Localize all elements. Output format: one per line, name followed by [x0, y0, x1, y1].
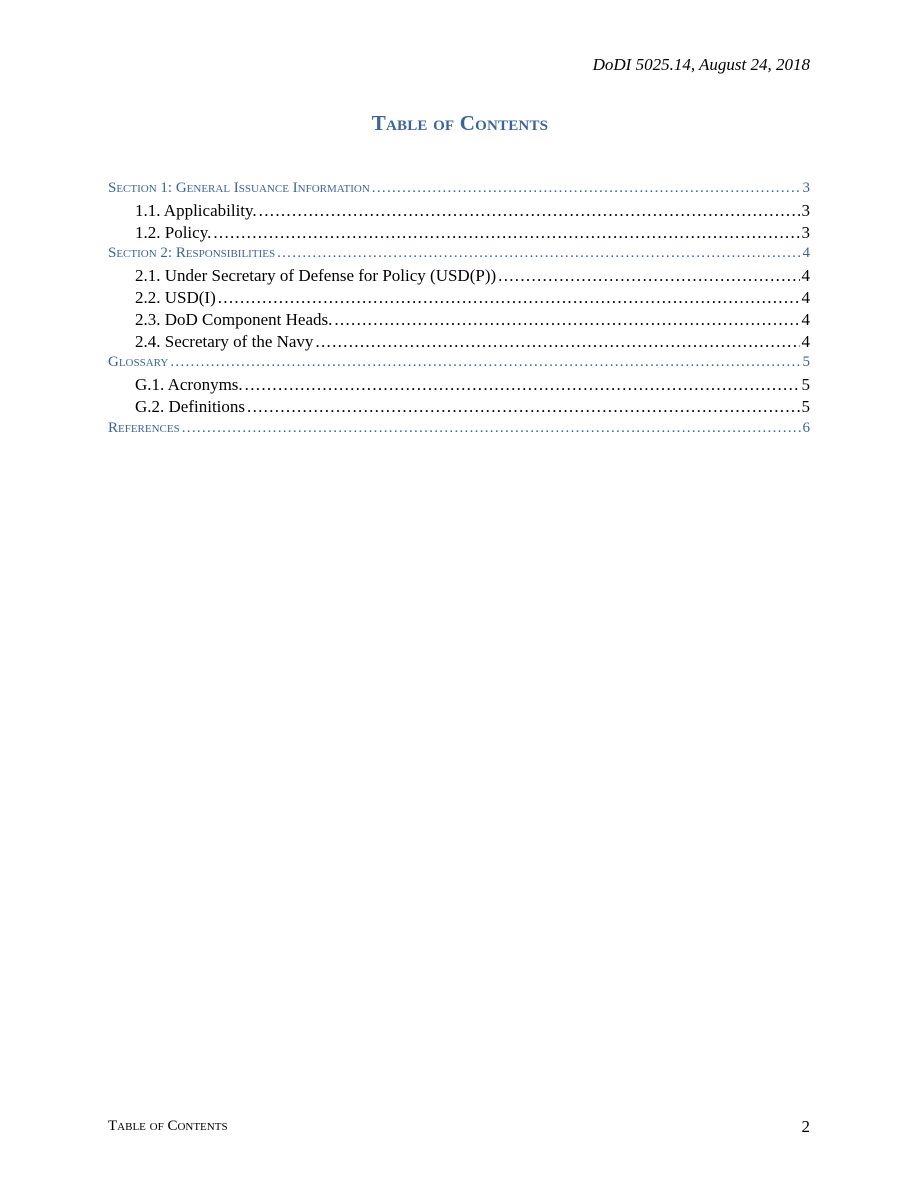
toc-dot-leader [218, 287, 800, 309]
toc-dot-leader [170, 352, 800, 374]
toc-entry-page-number: 5 [801, 375, 810, 395]
toc-entry-page-number: 4 [801, 309, 810, 329]
toc-entry-label: 1.2. Policy. [135, 222, 212, 242]
footer-page-number: 2 [801, 1117, 810, 1136]
toc-dot-leader [245, 374, 800, 396]
toc-entry-label: 1.1. Applicability. [135, 200, 257, 220]
toc-entry-page-number: 4 [802, 245, 810, 262]
toc-entry-page-number: 4 [801, 266, 810, 286]
toc-entry-label: 2.3. DoD Component Heads. [135, 309, 333, 329]
toc-entry-label: 2.2. USD(I) [135, 287, 216, 307]
toc-subsection-link[interactable] [108, 222, 810, 244]
toc-dot-leader [182, 418, 801, 440]
toc-entry-page-number: 3 [802, 180, 810, 196]
toc-dot-leader [213, 222, 799, 244]
toc-subsection-link[interactable] [108, 200, 810, 222]
toc-dot-leader [334, 309, 799, 331]
page-title: Table of Contents [371, 111, 549, 135]
toc-section-link[interactable] [108, 352, 810, 374]
toc-section-link[interactable] [108, 418, 810, 440]
toc-entry-page-number: 4 [801, 331, 810, 351]
toc-entry-page-number: 3 [801, 200, 810, 220]
toc-dot-leader [247, 396, 799, 418]
toc-subsection-link[interactable] [108, 331, 810, 353]
toc-entry-label: Glossary [108, 354, 169, 371]
toc-section-link[interactable] [108, 243, 810, 265]
toc-entry-label: G.2. Definitions [135, 396, 246, 416]
toc-entry-label: 2.4. Secretary of the Navy [135, 331, 314, 351]
toc-dot-leader [372, 178, 801, 200]
toc-subsection-link[interactable] [108, 265, 810, 287]
toc-entry-page-number: 3 [801, 222, 810, 242]
toc-subsection-link[interactable] [108, 287, 810, 309]
toc-subsection-link[interactable] [108, 374, 810, 396]
document-reference-header: DoDI 5025.14, August 24, 2018 [592, 55, 810, 74]
toc-entry-label: 2.1. Under Secretary of Defense for Policy (USD(P)) [135, 266, 497, 286]
toc-subsection-link[interactable] [108, 309, 810, 331]
toc-entry-page-number: 6 [802, 419, 810, 436]
toc-entry-label: G.1. Acronyms. [135, 375, 243, 395]
toc-entry-label: Section 2: Responsibilities [108, 245, 276, 262]
toc-dot-leader [259, 200, 800, 222]
footer-section-name: Table of Contents [108, 1118, 228, 1134]
table-of-contents [108, 178, 810, 440]
toc-entry-page-number: 5 [802, 354, 810, 371]
toc-dot-leader [498, 265, 799, 287]
toc-entry-page-number: 5 [801, 396, 810, 416]
toc-entry-page-number: 4 [801, 287, 810, 307]
toc-section-link[interactable] [108, 178, 810, 200]
toc-entry-label: References [108, 419, 180, 436]
toc-subsection-link[interactable] [108, 396, 810, 418]
toc-dot-leader [315, 331, 799, 353]
toc-entry-label: Section 1: General Issuance Information [108, 180, 370, 196]
toc-dot-leader [277, 243, 800, 265]
